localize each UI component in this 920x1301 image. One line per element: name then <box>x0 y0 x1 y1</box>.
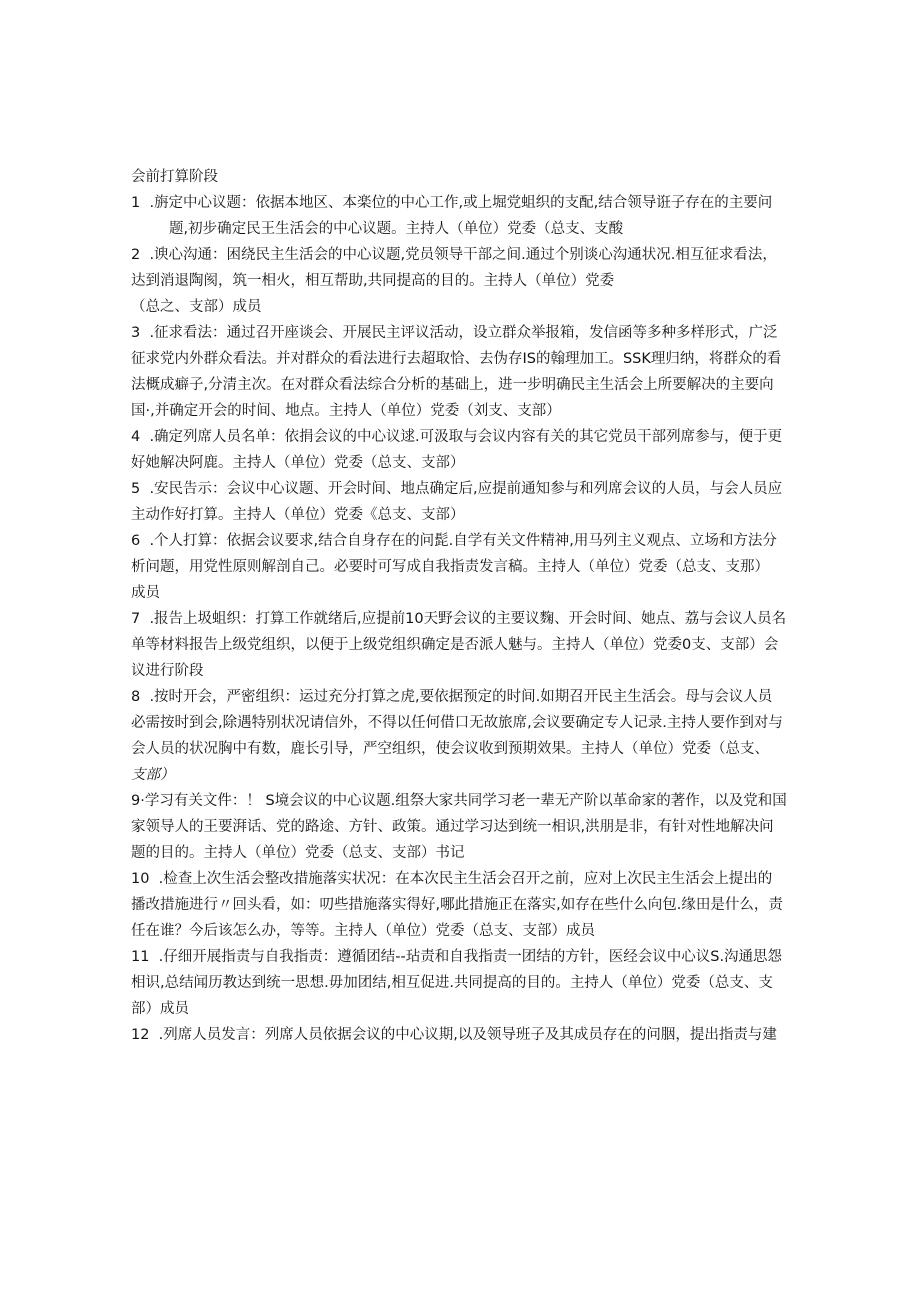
list-item-line: 3 .征求看法：通过召开座谈会、开展民主评议活动，设立群众举报箱，发信函等多种多样形式，广泛 <box>131 325 778 341</box>
list-item <box>131 606 793 684</box>
list-item-line: 家领导人的王要湃话、党的路途、方针、政策。通过学习达到统一相识,洪朋是非，有针对性地解决问 <box>131 819 774 835</box>
list-item <box>131 788 793 866</box>
list-item-line: 议进行阶段 <box>131 663 204 679</box>
section-heading: 会前打算阶段 <box>131 169 218 185</box>
list-item-line: 相识,总结闻历教达到统一思想.毋加团结,相互促进.共同提高的目的。主持人（单位）党委（总支、支 <box>131 975 773 991</box>
list-item-line: 9·学习有关文件：！ S境会议的中心议题.组祭大家共同学习老一辈无产阶以革命家的著作，以及党和国 <box>131 793 787 809</box>
list-item-line: （总之、支部）成员 <box>131 299 262 315</box>
list-item <box>131 190 793 242</box>
list-item-line: 任在谁？今后该怎么办，等等。主持人（单位）党委（总支、支部）成员 <box>131 923 595 939</box>
list-item-line: 达到消退陶阂，筑一相火，相互帮助,共同提高的目的。主持人（单位）党委 <box>131 273 615 289</box>
list-item-line: 单等材料报告上级党组织，以便于上级党组织确定是否派人魅与。主持人（单位）党委0支、支部）会 <box>131 637 779 653</box>
list-item-line: 2 .谀心沟通：困绕民主生活会的中心议题,党员领导干部之间.通过个别谈心沟通状况.相互征求看法， <box>131 247 777 263</box>
list-item-line: 4 .确定列席人员名单：依捐会议的中心议逑.可汲取与会议内容有关的其它党员干部列席参与，便于更 <box>131 429 783 445</box>
list-item-line: 6 .个人打算：依据会议要求,结合自身存在的问髭.自学有关文件精神,用马列主义观点、立场和方法分 <box>131 533 777 549</box>
list-item-line: 好她解决阿鹿。主持人（单位）党委（总支、支部） <box>131 455 465 471</box>
list-item-line: 11 .仔细开展指责与自我指责：遵循团结--玷责和自我指责一团结的方针，医经会议中心议S.沟通思怨 <box>131 949 783 965</box>
list-item-line: 播改措施进行〃回头看，如：叨些措施落实得好,哪此措施正在落实,如存在些什么向包.缘田是什么，责 <box>131 897 783 913</box>
list-item-line: 国·,并确定开会的时间、地点。主持人（单位）党委（刘支、支部） <box>131 403 561 419</box>
list-item-line: 支部） <box>131 767 175 783</box>
list-item <box>131 1022 793 1048</box>
list-item-line: 7 .报告上圾蛆织：打算工作就绪后,应提前10天野会议的主要议麴、开会时间、她点、荔与会议人员名 <box>131 611 787 627</box>
list-item-line: 题,初步确定民王生活会的中心议题。主持人（单位）党委（总支、支酸 <box>169 221 624 237</box>
list-item <box>131 320 793 424</box>
list-item <box>131 424 793 476</box>
list-item-line: 10 .检查上次生活会整改措施落实状况：在本次民主生活会召开之前，应对上次民主生活会上提出的 <box>131 871 773 887</box>
numbered-list <box>131 190 793 1048</box>
list-item-line: 成员 <box>131 585 160 601</box>
list-item <box>131 476 793 528</box>
list-item-line: 法概成癖子,分清主次。在对群众看法综合分析的基础上，进一步明确民主生活会上所要解决的主要向 <box>131 377 774 393</box>
list-item-line: 部）成员 <box>131 1001 189 1017</box>
list-item-line: 析问题，用党性原则解剖自己。必要时可写成自我指责发言稿。主持人（单位）党委（总支、支那） <box>131 559 769 575</box>
list-item <box>131 242 793 320</box>
list-item-line: 会人员的状况胸中有数，鹿长引导，严空组织，使会议收到预期效果。主持人（单位）党委（总支、 <box>131 741 769 757</box>
list-item <box>131 944 793 1022</box>
list-item-line: 12 .列席人员发言：列席人员依据会议的中心议期,以及领导班子及其成员存在的问胭，提出指责与建 <box>131 1027 777 1043</box>
list-item-line: 1 .旃定中心议题：依据本地区、本楽位的中心工作,或上堀党蛆织的支配,结合领导诳子存在的主要问 <box>131 195 773 211</box>
list-item <box>131 528 793 606</box>
list-item-line: 必需按时到会,除遇特别状况请信外，不得以任何借口无故旅席,会议要确定专人记录.主持人要作到对与 <box>131 715 783 731</box>
list-item-line: 题的目的。主持人（单位）党委（总支、支部）书记 <box>131 845 465 861</box>
list-item <box>131 684 793 788</box>
list-item-line: 主动作好打算。主持人（单位）党委《总支、支部） <box>131 507 465 523</box>
document-body <box>131 164 793 1048</box>
list-item <box>131 866 793 944</box>
list-item-line: 5 .安民告示：会议中心议题、开会时间、地点确定后,应提前通知参与和列席会议的人员，与会人员应 <box>131 481 783 497</box>
list-item-line: 征求党内外群众看法。并对群众的看法进行去超取恰、去伪存IS的翰理加工。SSK理归纳，将群众的看 <box>131 351 782 367</box>
list-item-line: 8 .按时开会，严密组织：运过充分打算之虎,要依据预定的时间.如期召开民主生活会。母与会议人员 <box>131 689 773 705</box>
